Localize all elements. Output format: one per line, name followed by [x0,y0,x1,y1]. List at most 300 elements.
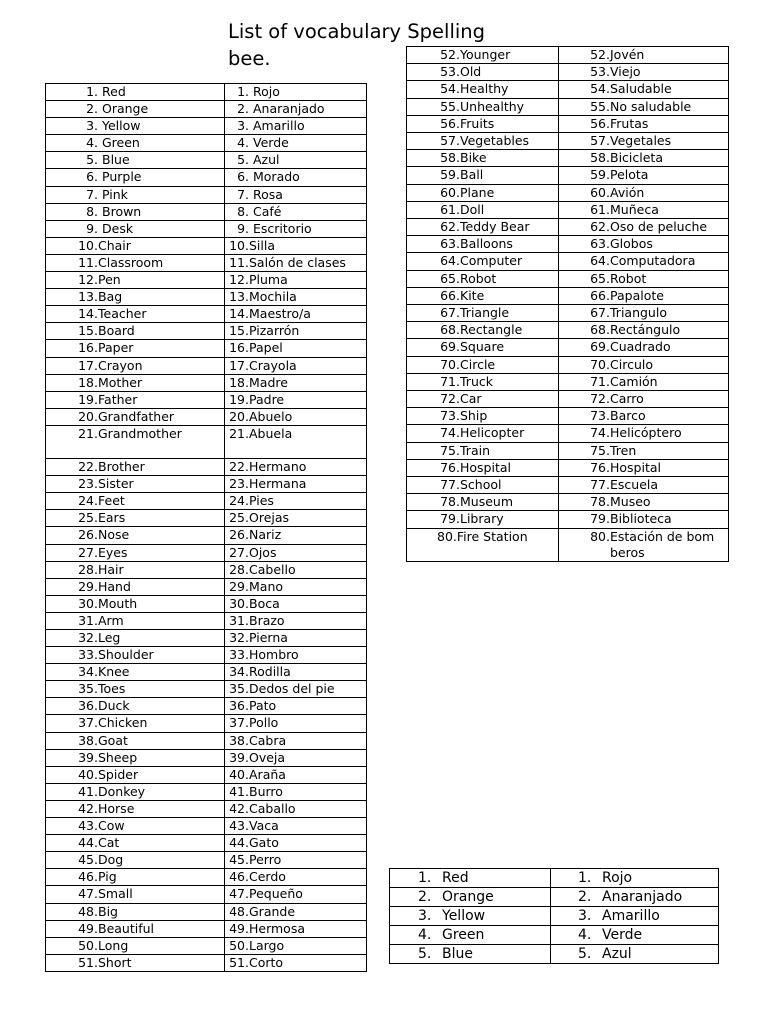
spanish-cell [559,115,729,132]
english-word: Healthy [460,81,509,97]
english-cell [46,937,225,954]
spanish-word: Verde [602,927,643,943]
item-number: 64. [440,253,460,269]
spanish-word: Maestro/a [249,306,311,322]
item-number: 2. [86,101,98,117]
item-number: 78. [440,494,460,510]
spanish-cell [225,323,367,340]
vocab-row [46,340,367,357]
spanish-word: Pies [249,493,274,509]
spanish-cell [225,118,367,135]
item-number: 52. [590,47,610,62]
item-number: 26. [229,527,249,543]
english-cell [407,339,559,356]
english-cell [390,926,551,945]
english-word: Circle [460,356,496,372]
spanish-word: Jovén [610,47,645,62]
english-cell [46,493,225,510]
item-number: 7. [237,186,249,202]
english-word: Dog [98,852,124,868]
spanish-cell [559,528,729,561]
vocab-row [46,698,367,715]
vocab-row [407,81,729,98]
spanish-cell [225,630,367,647]
vocab-row [407,339,729,356]
item-number: 42. [78,800,98,816]
item-number: 63. [440,236,460,252]
spanish-word: Cerdo [249,869,286,885]
spanish-word: Cabello [249,561,296,577]
english-word: Computer [460,253,523,269]
english-cell [390,869,551,888]
item-number: 4. [418,927,432,943]
item-number: 20. [229,408,249,424]
vocab-row [46,459,367,476]
vocab-row [407,184,729,201]
english-word: Blue [102,152,130,168]
item-number: 5. [237,152,249,168]
item-number: 16. [78,340,98,356]
spanish-word: Muñeca [610,201,659,217]
item-number: 50. [229,937,249,953]
english-word: Nose [98,527,130,543]
vocab-row [46,937,367,954]
english-cell [407,425,559,442]
english-cell [46,323,225,340]
item-number: 22. [229,459,249,475]
item-number: 53. [590,64,610,80]
item-number: 3. [237,118,249,134]
english-word: Teddy Bear [460,219,530,235]
spanish-cell [225,749,367,766]
english-word: Fire Station [456,528,528,544]
spanish-cell [225,374,367,391]
english-word: Brother [98,459,145,475]
vocabulary-table-bottom [389,868,719,964]
item-number: 38. [78,732,98,748]
item-number: 13. [78,289,98,305]
spanish-cell [225,783,367,800]
vocab-row [46,818,367,835]
english-word: Vegetables [460,133,530,149]
item-number: 61. [440,201,460,217]
english-cell [46,408,225,425]
document-title: List of vocabulary Spelling bee. [228,20,486,70]
english-cell [46,152,225,169]
english-word: Ship [460,408,488,424]
spanish-cell [559,477,729,494]
vocab-row [407,253,729,270]
item-number: 23. [78,476,98,492]
english-cell [407,270,559,287]
english-cell [46,459,225,476]
spanish-word: Pluma [249,272,288,288]
item-number: 1. [578,870,592,886]
spanish-word: Rojo [602,870,633,886]
vocab-row [46,647,367,664]
english-cell [46,544,225,561]
vocab-row [46,220,367,237]
english-cell [46,578,225,595]
vocab-row [46,289,367,306]
spanish-word: Padre [249,391,285,407]
spanish-word: Verde [253,135,289,151]
spanish-cell [559,442,729,459]
english-cell [46,272,225,289]
spanish-cell [225,869,367,886]
item-number: 12. [229,272,249,288]
item-number: 48. [229,903,249,919]
vocab-row [46,391,367,408]
vocab-row [390,926,719,945]
english-cell [407,64,559,81]
english-word: Mouth [98,595,138,611]
spanish-word: Helicóptero [610,425,682,441]
item-number: 35. [229,681,249,697]
english-cell [407,98,559,115]
item-number: 10. [229,237,249,253]
english-cell [46,920,225,937]
spanish-cell [559,184,729,201]
spanish-cell [225,920,367,937]
item-number: 15. [229,323,249,339]
english-cell [407,184,559,201]
spanish-cell [225,835,367,852]
spanish-cell [559,133,729,150]
english-word: Donkey [98,783,146,799]
english-cell [407,253,559,270]
english-word: Purple [102,169,142,185]
english-cell [46,903,225,920]
item-number: 2. [237,101,249,117]
english-word: Crayon [98,357,143,373]
vocab-row [407,270,729,287]
spanish-word: Abuela [249,425,293,441]
item-number: 64. [590,253,610,269]
vocab-row [46,135,367,152]
item-number: 71. [590,373,610,389]
english-cell [407,219,559,236]
vocab-row [407,47,729,64]
spanish-cell [225,84,367,101]
vocab-row [46,374,367,391]
item-number: 25. [78,510,98,526]
spanish-cell [559,201,729,218]
item-number: 73. [440,408,460,424]
english-cell [46,510,225,527]
item-number: 18. [78,374,98,390]
item-number: 44. [78,835,98,851]
spanish-cell [225,408,367,425]
spanish-cell [225,254,367,271]
item-number: 25. [229,510,249,526]
spanish-cell [559,219,729,236]
item-number: 59. [590,167,610,183]
vocab-row [407,287,729,304]
spanish-cell [225,510,367,527]
english-word: Red [102,84,126,99]
spanish-word: Pelota [610,167,649,183]
spanish-word: Corto [249,954,284,970]
english-cell [46,800,225,817]
spanish-cell [559,167,729,184]
english-word: Plane [460,184,495,200]
vocab-row [407,356,729,373]
spanish-word: Escritorio [253,220,312,236]
vocab-row [407,528,729,561]
spanish-cell [559,236,729,253]
item-number: 31. [78,612,98,628]
english-word: Leg [98,630,121,645]
spanish-word: Camión [610,373,658,389]
item-number: 61. [590,201,610,217]
english-word: Truck [460,373,493,389]
spanish-word: Oso de peluche [610,219,708,235]
english-cell [407,201,559,218]
item-number: 36. [78,698,98,714]
english-word: Father [98,391,138,407]
english-cell [407,305,559,322]
vocab-row [407,494,729,511]
vocab-row [407,167,729,184]
english-cell [46,612,225,629]
english-word: Pig [98,869,117,885]
english-cell [407,236,559,253]
spanish-word: Vegetales [610,133,672,149]
item-number: 15. [78,323,98,339]
spanish-word: Burro [249,783,283,799]
spanish-word: Robot [610,270,647,286]
item-number: 65. [590,270,610,286]
vocab-row [407,373,729,390]
english-word: Cow [98,818,125,834]
spanish-word: Amarillo [253,118,305,134]
spanish-cell [559,494,729,511]
item-number: 70. [440,356,460,372]
item-number: 78. [590,494,610,510]
english-cell [46,732,225,749]
spanish-cell [559,356,729,373]
spanish-word: Escuela [610,477,659,493]
item-number: 14. [78,306,98,322]
vocab-row [46,561,367,578]
english-cell [46,595,225,612]
vocab-row [46,408,367,425]
english-word: Goat [98,732,128,748]
english-cell [46,306,225,323]
item-number: 43. [78,818,98,834]
english-word: Red [442,870,469,886]
english-word: Grandfather [98,408,175,424]
english-cell [46,766,225,783]
english-word: Classroom [98,254,164,270]
item-number: 10. [78,237,98,253]
item-number: 14. [229,306,249,322]
vocab-row [407,219,729,236]
spanish-word: Largo [249,937,285,953]
item-number: 51. [229,954,249,970]
english-word: Short [98,954,132,970]
item-number: 3. [418,908,432,924]
item-number: 21. [229,425,249,441]
vocab-row [46,101,367,118]
spanish-word: Viejo [610,64,641,80]
spanish-cell [551,945,719,964]
spanish-word: Gato [249,835,279,851]
item-number: 1. [237,84,249,99]
vocab-row [407,322,729,339]
english-cell [46,527,225,544]
item-number: 35. [78,681,98,697]
item-number: 17. [229,357,249,373]
spanish-word: Biblioteca [610,511,672,527]
english-cell [46,425,225,458]
vocab-row [407,511,729,528]
english-word: Balloons [460,236,513,252]
vocab-row [46,84,367,101]
item-number: 63. [590,236,610,252]
spanish-word: Café [253,203,282,219]
english-word: Ears [98,510,126,526]
spanish-cell [225,357,367,374]
spanish-cell [225,340,367,357]
english-cell [46,391,225,408]
english-cell [46,186,225,203]
english-word: School [460,477,502,493]
spanish-cell [551,926,719,945]
spanish-cell [225,612,367,629]
item-number: 5. [578,946,592,962]
item-number: 2. [418,889,432,905]
vocab-row [46,272,367,289]
vocab-row [390,869,719,888]
english-word: Cat [98,835,120,851]
english-word: Big [98,903,118,919]
vocab-row [46,783,367,800]
item-number: 45. [229,852,249,868]
english-word: Museum [460,494,514,510]
english-cell [46,749,225,766]
english-cell [407,322,559,339]
english-word: Bag [98,289,123,305]
english-cell [407,81,559,98]
item-number: 39. [78,749,98,765]
vocab-row [46,527,367,544]
spanish-cell [225,954,367,971]
english-cell [407,47,559,64]
item-number: 76. [440,459,460,475]
spanish-word: Nariz [249,527,282,543]
item-number: 1. [418,870,432,886]
spanish-word: Circulo [610,356,653,372]
english-word: Blue [442,946,473,962]
english-word: Brown [102,203,142,219]
vocab-row [407,477,729,494]
english-cell [46,681,225,698]
english-word: Car [460,391,482,407]
item-number: 80. [590,528,610,544]
english-cell [46,357,225,374]
vocab-row [407,115,729,132]
spanish-cell [225,272,367,289]
spanish-word: Anaranjado [602,889,683,905]
spanish-cell [225,937,367,954]
english-word: Orange [442,889,494,905]
english-cell [46,664,225,681]
spanish-cell [225,903,367,920]
english-word: Kite [460,287,485,303]
item-number: 70. [590,356,610,372]
vocab-row [46,886,367,903]
item-number: 60. [590,184,610,200]
item-number: 77. [440,477,460,493]
english-word: Toes [98,681,126,697]
vocab-row [46,186,367,203]
english-word: Hospital [460,459,512,475]
spanish-cell [225,289,367,306]
spanish-cell [559,305,729,322]
vocab-row [390,907,719,926]
item-number: 72. [440,391,460,407]
spanish-word: Araña [249,766,286,782]
item-number: 18. [229,374,249,390]
spanish-cell [559,391,729,408]
item-number: 8. [86,203,98,219]
item-number: 42. [229,800,249,816]
english-word: Knee [98,664,130,680]
item-number: 27. [78,544,98,560]
item-number: 19. [229,391,249,407]
spanish-word: Azul [253,152,280,168]
spanish-cell [559,81,729,98]
english-word: Feet [98,493,125,509]
english-word: Grandmother [98,425,182,441]
spanish-word: Grande [249,903,296,919]
english-word: Rectangle [460,322,523,338]
english-word: Robot [460,270,497,286]
spanish-cell [225,220,367,237]
spanish-word: Carro [610,391,644,407]
spanish-word: Hospital [610,459,662,475]
english-cell [46,715,225,732]
item-number: 2. [578,889,592,905]
item-number: 37. [78,715,98,731]
vocab-row [46,595,367,612]
spanish-cell [559,459,729,476]
item-number: 9. [86,220,98,236]
english-word: Beautiful [98,920,155,936]
item-number: 31. [229,612,249,628]
english-word: Shoulder [98,647,154,663]
spanish-cell [225,101,367,118]
spanish-cell [225,152,367,169]
vocab-row [46,152,367,169]
english-cell [407,459,559,476]
vocab-row [407,459,729,476]
item-number: 8. [237,203,249,219]
spanish-word: Pollo [249,715,279,731]
vocab-row [46,835,367,852]
item-number: 58. [590,150,610,166]
spanish-cell [225,186,367,203]
english-word: Arm [98,612,124,628]
spanish-cell [225,476,367,493]
spanish-cell [559,373,729,390]
vocab-row [407,133,729,150]
item-number: 62. [590,219,610,235]
vocab-row [46,664,367,681]
english-word: Train [460,442,490,458]
